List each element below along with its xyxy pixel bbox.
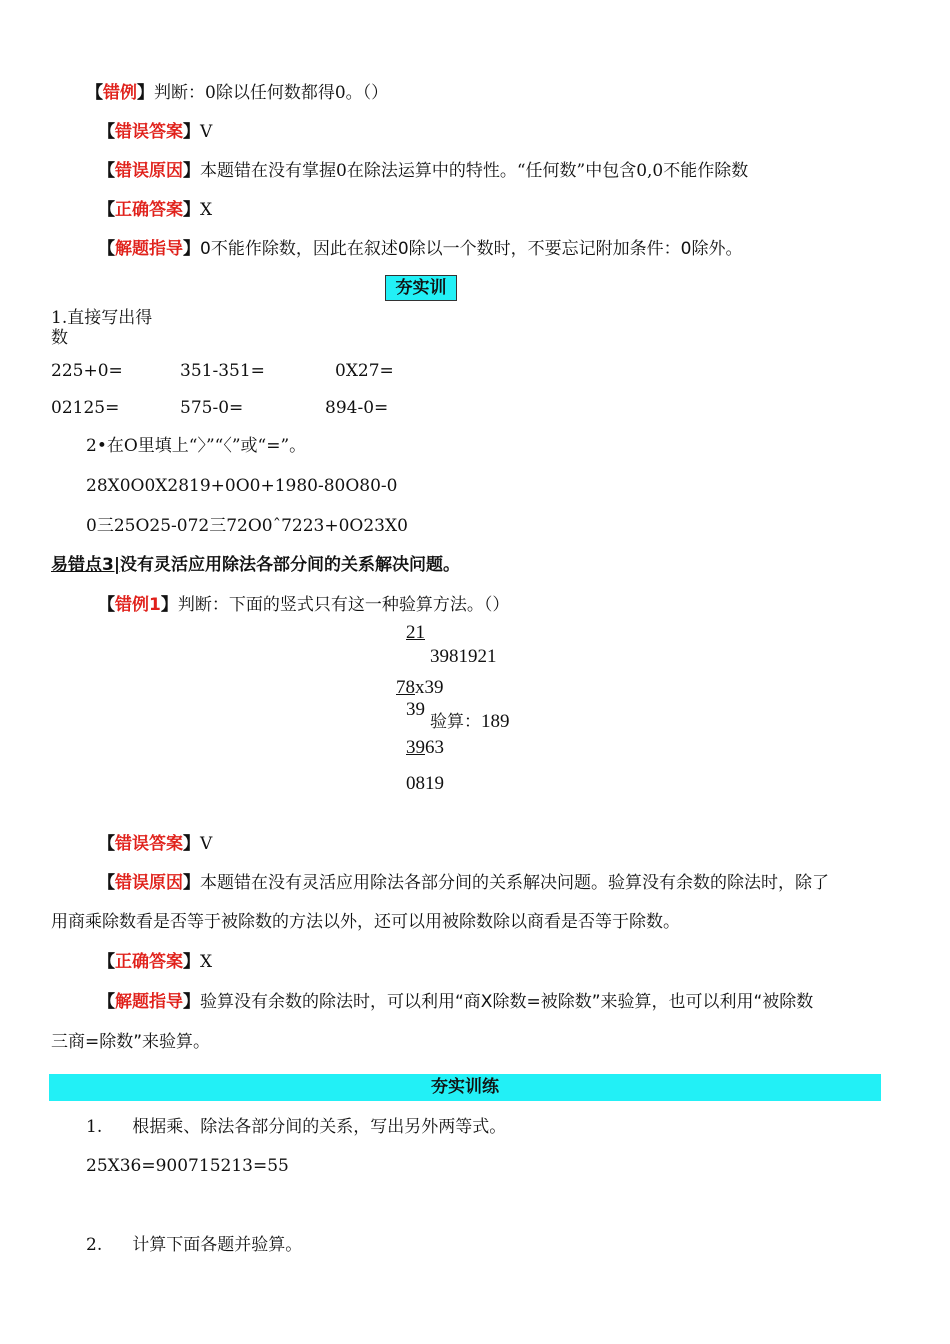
wrong-answer-value: V — [200, 122, 213, 142]
practice1-q1-line2: 数 — [51, 328, 68, 348]
wrong-answer-tag: 错误答案 — [115, 122, 183, 142]
practice1-row1-c3: 0X27= — [335, 361, 394, 381]
ex2-guide-line: 【解题指导】验算没有余数的除法时，可以利用“商X除数=被除数”来验算，也可以利用“被除数 — [98, 992, 814, 1012]
guide-text-2: 三商=除数”来验算。 — [51, 1032, 211, 1052]
practice2-q2 — [86, 1234, 302, 1256]
calc-78: 78 — [396, 677, 415, 698]
practice1-q2-row1: 28X0O0X2819+0O0+1980-80O80-0 — [86, 476, 398, 496]
ex2-wrong-answer-line: 【错误答案】V — [98, 834, 213, 854]
calc-x39: x39 — [415, 677, 444, 698]
calc-line3 — [396, 677, 444, 699]
ex2-question: 判断：下面的竖式只有这一种验算方法。（） — [177, 595, 510, 615]
point3-text: 没有灵活应用除法各部分间的关系解决问题。 — [120, 555, 461, 575]
wrong-answer-value: V — [200, 834, 213, 854]
point3-label: 易错点3| — [51, 555, 121, 575]
practice1-q2-row2: 0三25O25-072三72O0ˆ7223+0O23X0 — [86, 516, 408, 536]
ex1-line: 【错例】判断：0除以任何数都得0。（） — [86, 83, 389, 103]
ex2-wrong-reason-line: 【错误原因】本题错在没有灵活应用除法各部分间的关系解决问题。验算没有余数的除法时，除了 — [98, 873, 829, 893]
correct-answer-tag: 正确答案 — [115, 952, 183, 972]
practice1-row1-c1: 225+0= — [51, 361, 123, 381]
practice1-row2-c1: 02125= — [51, 398, 120, 418]
ex1-wrong-reason-line: 【错误原因】本题错在没有掌握0在除法运算中的特性。“任何数”中包含0,0不能作除数 — [98, 161, 749, 181]
calc-line2: 3981921 — [430, 646, 497, 667]
calc-189: 189 — [481, 711, 510, 732]
correct-answer-value: X — [200, 200, 213, 220]
guide-tag: 解题指导 — [115, 239, 183, 259]
calc-3963 — [406, 737, 444, 759]
wrong-reason-text-1: 本题错在没有灵活应用除法各部分间的关系解决问题。验算没有余数的除法时，除了 — [200, 873, 829, 893]
calc-0819: 0819 — [406, 773, 444, 794]
practice2-q1-text: 根据乘、除法各部分间的关系，写出另外两等式。 — [132, 1117, 507, 1137]
ex2-line: 【错例1】判断：下面的竖式只有这一种验算方法。（） — [98, 595, 510, 615]
practice2-q1-num: 1. — [86, 1117, 103, 1137]
ex1-guide-line: 【解题指导】0不能作除数，因此在叙述0除以一个数时，不要忘记附加条件：0除外。 — [98, 239, 743, 259]
point3-heading — [51, 554, 460, 576]
practice1-q2: 2•在O里填上“〉”“〈”或“=”。 — [86, 436, 307, 456]
calc-check — [430, 711, 510, 733]
ex1-question: 判断：0除以任何数都得0。（） — [154, 83, 389, 103]
practice1-row2-c3: 894-0= — [325, 398, 389, 418]
correct-answer-value: X — [200, 952, 213, 972]
wrong-reason-tag: 错误原因 — [115, 161, 183, 181]
guide-tag: 解题指导 — [115, 992, 183, 1012]
practice-title-box: 夯实训 — [385, 275, 457, 301]
practice1-row2-c2: 575-0= — [180, 398, 244, 418]
wrong-reason-text: 本题错在没有掌握0在除法运算中的特性。“任何数”中包含0,0不能作除数 — [200, 161, 749, 181]
calc-39b: 39 — [406, 737, 425, 758]
calc-63: 63 — [425, 737, 444, 758]
ex1-wrong-answer-line: 【错误答案】V — [98, 122, 213, 142]
practice2-q2-num: 2. — [86, 1235, 103, 1255]
calc-39: 39 — [406, 699, 425, 720]
practice2-q2-text: 计算下面各题并验算。 — [132, 1235, 303, 1255]
guide-text: 0不能作除数，因此在叙述0除以一个数时，不要忘记附加条件：0除外。 — [200, 239, 743, 259]
practice1-row1-c2: 351-351= — [180, 361, 265, 381]
wrong-reason-text-2: 用商乘除数看是否等于被除数的方法以外，还可以用被除数除以商看是否等于除数。 — [51, 912, 680, 932]
wrong-answer-tag: 错误答案 — [115, 834, 183, 854]
practice2-q1 — [86, 1116, 506, 1138]
correct-answer-tag: 正确答案 — [115, 200, 183, 220]
ex2-tag: 错例1 — [115, 595, 161, 615]
calc-quotient: 21 — [406, 622, 425, 643]
guide-text-1: 验算没有余数的除法时，可以利用“商X除数=被除数”来验算，也可以利用“被除数 — [200, 992, 814, 1012]
calc-check-label: 验算： — [430, 712, 481, 732]
practice2-title-band: 夯实训练 — [49, 1074, 881, 1101]
ex1-correct-line: 【正确答案】X — [98, 200, 213, 220]
wrong-reason-tag: 错误原因 — [115, 873, 183, 893]
ex2-correct-line: 【正确答案】X — [98, 952, 213, 972]
practice2-q1-expr: 25X36=900715213=55 — [86, 1156, 289, 1176]
ex1-tag: 错例 — [103, 83, 137, 103]
practice1-q1-line1: 1.直接写出得 — [51, 308, 153, 328]
